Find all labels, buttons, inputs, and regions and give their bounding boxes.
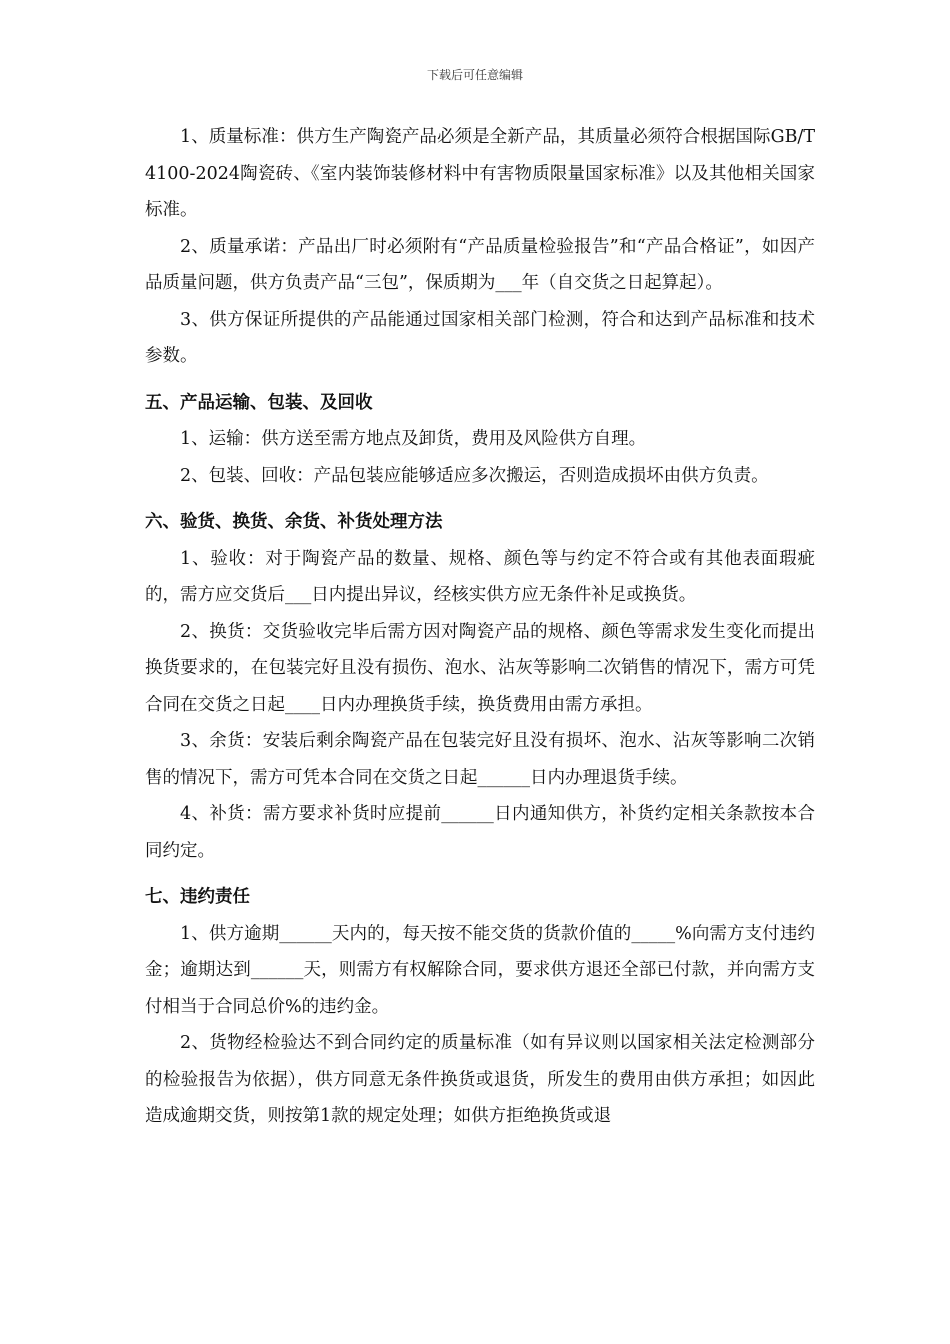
quality-promise-paragraph: 2、质量承诺：产品出厂时必须附有“产品质量检验报告”和“产品合格证”，如因产品质量问题，供方负责产品“三包”，保质期为___年（自交货之日起算起）。 <box>145 236 815 293</box>
section-heading-liability: 七、违约责任 <box>145 887 250 907</box>
transport-paragraph: 1、运输：供方送至需方地点及卸货，费用及风险供方自理。 <box>180 429 647 449</box>
exchange-paragraph: 2、换货：交货验收完毕后需方因对陶瓷产品的规格、颜色等需求发生变化而提出换货要求的，在包装完好且没有损伤、泡水、沾灰等影响二次销售的情况下，需方可凭合同在交货之日起____日内办理换货手续，换货费用由需方承担。 <box>145 621 815 715</box>
quality-failure-paragraph: 2、货物经检验达不到合同约定的质量标准（如有异议则以国家相关法定检测部分的检验报告为依据），供方同意无条件换货或退货，所发生的费用由供方承担；如因此造成逾期交货，则按第1款的规定处理；如供方拒绝换货或退 <box>145 1033 815 1126</box>
quality-standard-paragraph: 1、质量标准：供方生产陶瓷产品必须是全新产品，其质量必须符合根据国际GB/T4100-2024陶瓷砖、《室内装饰装修材料中有害物质限量国家标准》以及其他相关国家标准。 <box>145 127 815 220</box>
replenish-paragraph: 4、补货：需方要求补货时应提前______日内通知供方，补货约定相关条款按本合同约定。 <box>145 804 815 861</box>
packaging-paragraph: 2、包装、回收：产品包装应能够适应多次搬运，否则造成损坏由供方负责。 <box>180 465 769 486</box>
page-header: 下载后可任意编辑 <box>426 68 523 82</box>
inspection-guarantee-paragraph: 3、供方保证所提供的产品能通过国家相关部门检测，符合和达到产品标准和技术参数。 <box>145 309 815 366</box>
section-heading-inspection: 六、验货、换货、余货、补货处理方法 <box>145 512 443 532</box>
surplus-paragraph: 3、余货：安装后剩余陶瓷产品在包装完好且没有损坏、泡水、沾灰等影响二次销售的情况下，需方可凭本合同在交货之日起______日内办理退货手续。 <box>145 731 815 788</box>
acceptance-paragraph: 1、验收：对于陶瓷产品的数量、规格、颜色等与约定不符合或有其他表面瑕疵的，需方应交货后___日内提出异议，经核实供方应无条件补足或换货。 <box>145 548 815 605</box>
delay-penalty-paragraph: 1、供方逾期______天内的，每天按不能交货的货款价值的_____%向需方支付违约金；逾期达到______天，则需方有权解除合同，要求供方退还全部已付款，并向需方支付相当于合同总价%的违约金。 <box>145 923 815 1017</box>
section-heading-transport: 五、产品运输、包装、及回收 <box>145 392 373 413</box>
document-body <box>145 119 815 1135</box>
